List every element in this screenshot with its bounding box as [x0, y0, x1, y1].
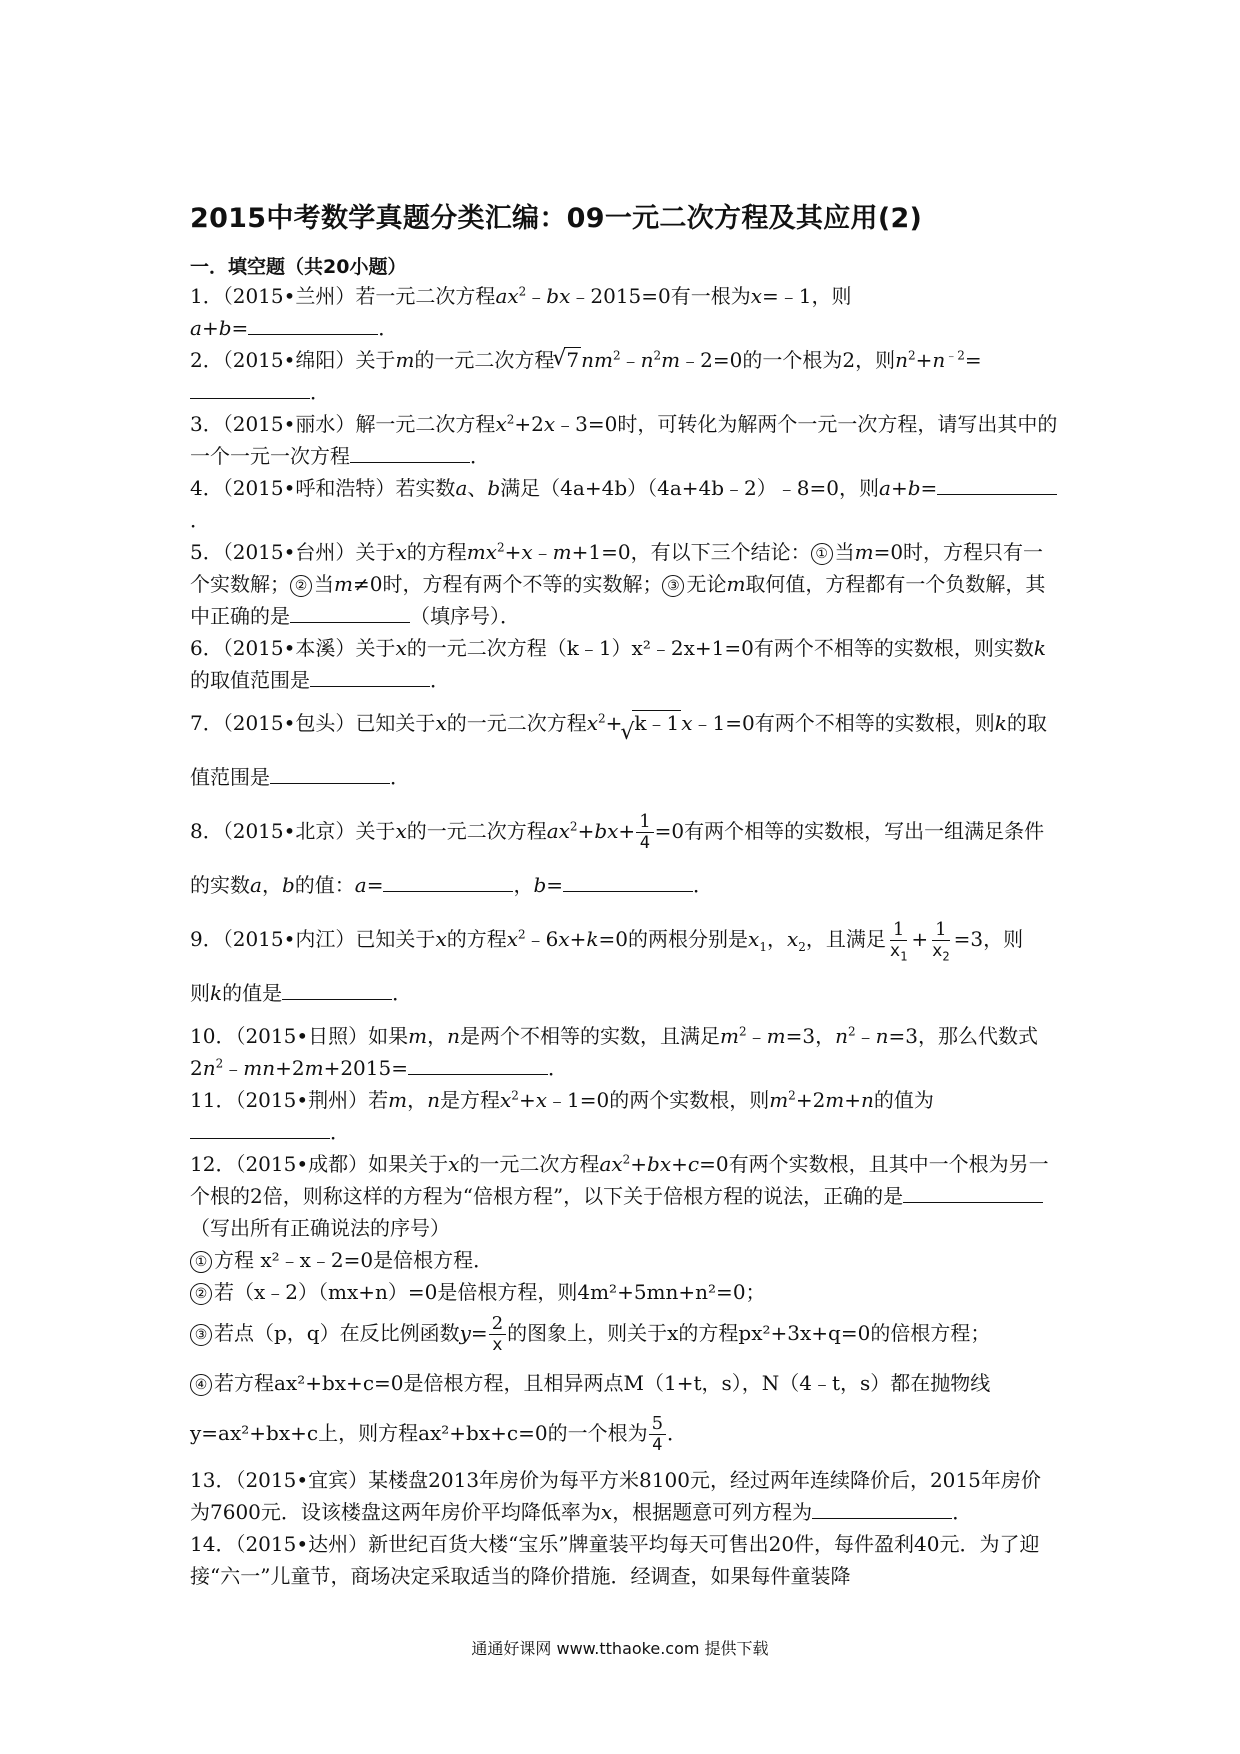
question-6: 6．（2015•本溪）关于x的一元二次方程（k﹣1）x²﹣2x+1=0有两个不相等的实数根，则实数k的取值范围是 ． [190, 636, 1046, 692]
answer-blank[interactable] [383, 869, 513, 892]
answer-blank[interactable] [290, 600, 410, 623]
answer-blank[interactable] [563, 869, 693, 892]
circled-number-3: ③ [190, 1324, 212, 1346]
question-4: 4．（2015•呼和浩特）若实数a、b满足（4a+4b）（4a+4b﹣2）﹣8=0，则a+b=． [190, 472, 1060, 536]
answer-blank[interactable] [408, 1052, 548, 1075]
question-10: 10．（2015•日照）如果m，n是两个不相等的实数，且满足$m^2﹣m=3$，$n^2﹣n=3$，那么代数式$2n^2﹣mn+2m+2015=$ ． [190, 1024, 1038, 1080]
sqrt-symbol: √ k﹣1 [632, 710, 681, 735]
answer-blank[interactable] [282, 977, 392, 1000]
circled-number-3: ③ [662, 575, 684, 597]
question-13: 13．（2015•宜宾）某楼盘2013年房价为每平方米8100元，经过两年连续降价后，2015年房价为7600元．设该楼盘这两年房价平均降低率为x，根据题意可列方程为 ． [190, 1468, 1041, 1524]
sqrt-symbol: √ 7 [564, 347, 581, 372]
circled-number-2: ② [190, 1283, 212, 1305]
footer-text: 通通好课网 www.tthaoke.com 提供下载 [471, 1639, 769, 1658]
answer-blank[interactable] [350, 440, 470, 463]
question-12: 12．（2015•成都）如果关于x的一元二次方程$ax^2+bx+c=0$有两个实数根，且其中一个根为另一个根的2倍，则称这样的方程为“倍根方程”，以下关于倍根方程的说法，正确的是（写出所有正确说法的序号） ① 方程 x²﹣x﹣2=0是倍根方程． ② 若（x﹣2）（mx+n）=0是倍根方程，则4m²+5mn+n²=0； ③ 若点（p，q）在反比例函数y= $\frac{2}{x}$ 的图象上，则关于x的方程px²+3x+q=0的倍根方程； ④ 若方程ax²+bx+c=0是倍根方程，且相异两点M（1+t，s），N（4﹣t，s）都在抛物线 y=ax²+bx+c上，则方程ax²+bx+c=0的一个根为 $\frac{5}{4}$ ． [190, 1152, 1049, 1455]
question-5: 5．（2015•台州）关于x的方程$mx^2+x﹣m+1=0$，有以下三个结论： ① 当m=0时，方程只有一个实数解； ② 当m≠0时，方程有两个不等的实数解； ③ 无论m取何值，方程都有一个负数解，其中正确的是 （填序号）． [190, 540, 1046, 628]
question-3: 3．（2015•丽水）解一元二次方程$x^2+2x﹣3=0$时，可转化为解两个一元一次方程，请写出其中的一个一元一次方程 ． [190, 412, 1058, 468]
answer-blank[interactable] [937, 472, 1057, 495]
circled-number-1: ① [811, 543, 833, 565]
circled-number-1: ① [190, 1251, 212, 1273]
answer-blank[interactable] [190, 1116, 330, 1139]
question-2: 2．（2015•绵阳）关于m的一元二次方程√ 7 $nm^2﹣n^2m﹣2=0$的一个根为2，则$n^2+n^{﹣2}=$． [190, 344, 1060, 408]
page-title: 2015中考数学真题分类汇编：09一元二次方程及其应用(2) [190, 203, 923, 234]
fraction: $\frac{1}{x_2}$ [932, 919, 950, 964]
question-9: 9．（2015•内江）已知关于x的方程$x^2﹣6x+k=0$的两根分别是$x_1$，$x_2$，且满足 $\frac{1}{x_1}$ + $\frac{1}{x_2}$ =3，则 则k的值是 ． [190, 919, 1024, 1005]
question-7: 7．（2015•包头）已知关于x的一元二次方程$x^2+√$ k﹣1 x﹣1=0有两个不相等的实数根，则k的取值范围是 ． [190, 696, 1060, 804]
fraction: $\frac{2}{x}$ [489, 1314, 506, 1355]
answer-blank[interactable] [248, 312, 378, 335]
question-11: 11．（2015•荆州）若m，n是方程$x^2+x﹣1=0$的两个实数根，则$m^2+2m+n$的值为． [190, 1088, 934, 1144]
circled-number-2: ② [290, 575, 312, 597]
answer-blank[interactable] [812, 1496, 952, 1519]
section-heading: 一．填空题（共20小题） [190, 256, 407, 278]
fraction: $\frac{1}{4}$ [636, 812, 653, 853]
question-list [190, 280, 1060, 1592]
answer-blank[interactable] [310, 664, 430, 687]
circled-number-4: ④ [190, 1374, 212, 1396]
answer-blank[interactable] [190, 376, 310, 399]
question-1: 1．（2015•兰州）若一元二次方程$ax^2﹣bx﹣2015=0$有一根为x=﹣1，则 a+b= ． [190, 284, 852, 340]
question-8: 8．（2015•北京）关于x的一元二次方程$ax^2+bx+$ $\frac{1}{4}$ =0有两个相等的实数根，写出一组满足条件的实数a，b的值：a= ，b= ． [190, 811, 1045, 897]
question-14: 14．（2015•达州）新世纪百货大楼“宝乐”牌童装平均每天可售出20件，每件盈利40元．为了迎接“六一”儿童节，商场决定采取适当的降价措施．经调查，如果每件童装降 [190, 1532, 1040, 1588]
answer-blank[interactable] [903, 1180, 1043, 1203]
answer-blank[interactable] [270, 761, 390, 784]
fraction: $\frac{5}{4}$ [649, 1414, 666, 1455]
fraction: $\frac{1}{x_1}$ [889, 919, 908, 964]
